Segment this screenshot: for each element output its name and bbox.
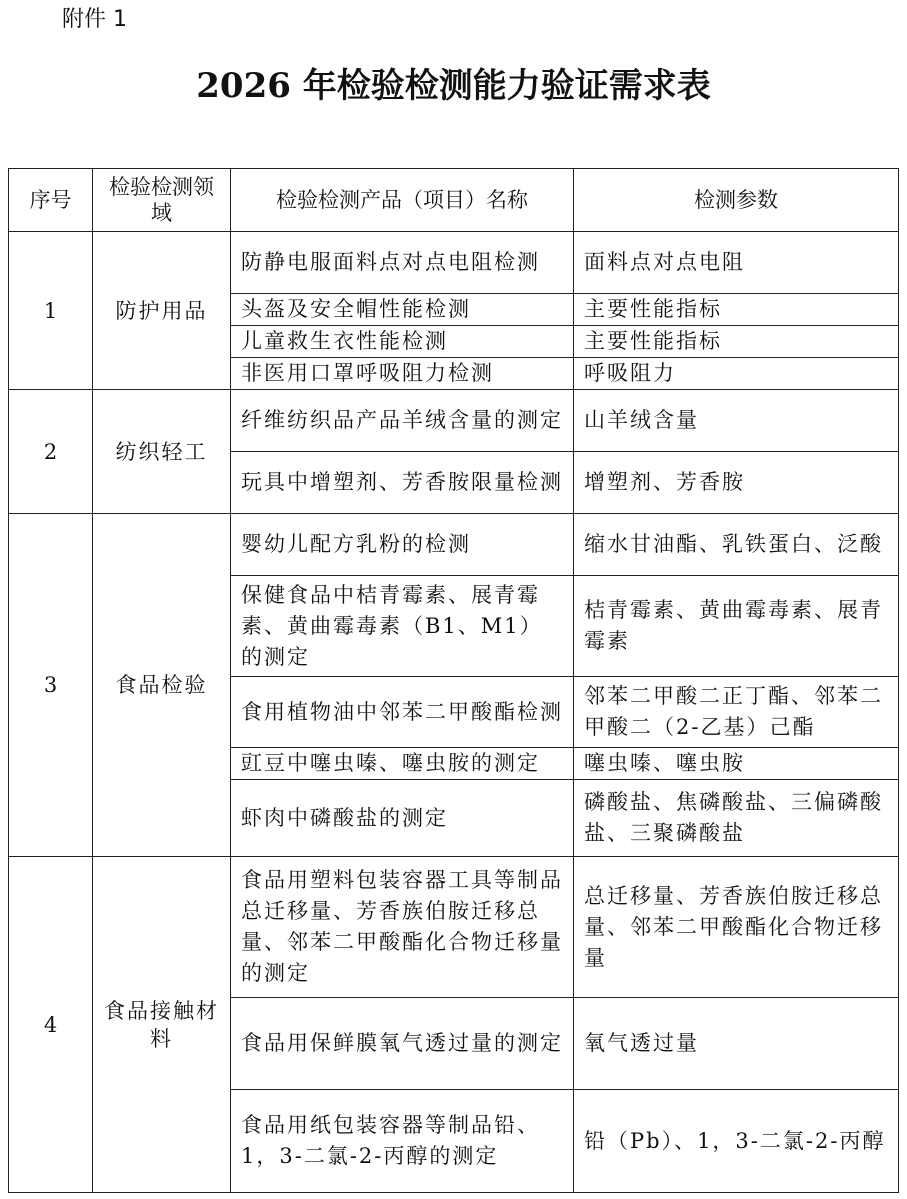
product-cell: 婴幼儿配方乳粉的检测 [231,514,574,576]
product-cell: 食品用塑料包装容器工具等制品总迁移量、芳香族伯胺迁移总量、邻苯二甲酸酯化合物迁移量的测定 [231,857,574,998]
page-title: 2026 年检验检测能力验证需求表 [196,66,711,106]
field-cell: 食品接触材料 [93,857,231,1193]
seq-cell: 2 [9,390,93,514]
table-row [9,232,899,294]
product-cell: 豇豆中噻虫嗪、噻虫胺的测定 [231,748,574,780]
header-params: 检测参数 [574,169,899,232]
table-row [9,514,899,576]
field-cell: 食品检验 [93,514,231,857]
attachment-label: 附件 1 [62,7,127,32]
seq-cell: 1 [9,232,93,390]
table-row [9,857,899,998]
params-cell: 面料点对点电阻 [574,232,899,294]
params-cell: 主要性能指标 [574,294,899,326]
product-cell: 非医用口罩呼吸阻力检测 [231,358,574,390]
product-cell: 防静电服面料点对点电阻检测 [231,232,574,294]
product-cell: 食品用纸包装容器等制品铅、1，3-二氯-2-丙醇的测定 [231,1090,574,1193]
header-product: 检验检测产品（项目）名称 [231,169,574,232]
params-cell: 铅（Pb）、1，3-二氯-2-丙醇 [574,1090,899,1193]
product-cell: 纤维纺织品产品羊绒含量的测定 [231,390,574,452]
header-field: 检验检测领域 [93,169,231,232]
field-cell: 纺织轻工 [93,390,231,514]
params-cell: 主要性能指标 [574,326,899,358]
params-cell: 桔青霉素、黄曲霉毒素、展青霉素 [574,576,899,677]
product-cell: 头盔及安全帽性能检测 [231,294,574,326]
product-cell: 玩具中增塑剂、芳香胺限量检测 [231,452,574,514]
seq-cell: 4 [9,857,93,1193]
params-cell: 邻苯二甲酸二正丁酯、邻苯二甲酸二（2-乙基）己酯 [574,677,899,748]
product-cell: 保健食品中桔青霉素、展青霉素、黄曲霉毒素（B1、M1）的测定 [231,576,574,677]
table-header-row [9,169,899,232]
header-seq: 序号 [9,169,93,232]
params-cell: 缩水甘油酯、乳铁蛋白、泛酸 [574,514,899,576]
params-cell: 呼吸阻力 [574,358,899,390]
params-cell: 噻虫嗪、噻虫胺 [574,748,899,780]
params-cell: 增塑剂、芳香胺 [574,452,899,514]
requirements-table [8,168,899,1193]
product-cell: 虾肉中磷酸盐的测定 [231,780,574,857]
product-cell: 食品用保鲜膜氧气透过量的测定 [231,998,574,1090]
params-cell: 总迁移量、芳香族伯胺迁移总量、邻苯二甲酸酯化合物迁移量 [574,857,899,998]
product-cell: 儿童救生衣性能检测 [231,326,574,358]
table-row [9,390,899,452]
seq-cell: 3 [9,514,93,857]
params-cell: 氧气透过量 [574,998,899,1090]
params-cell: 山羊绒含量 [574,390,899,452]
params-cell: 磷酸盐、焦磷酸盐、三偏磷酸盐、三聚磷酸盐 [574,780,899,857]
product-cell: 食用植物油中邻苯二甲酸酯检测 [231,677,574,748]
field-cell: 防护用品 [93,232,231,390]
